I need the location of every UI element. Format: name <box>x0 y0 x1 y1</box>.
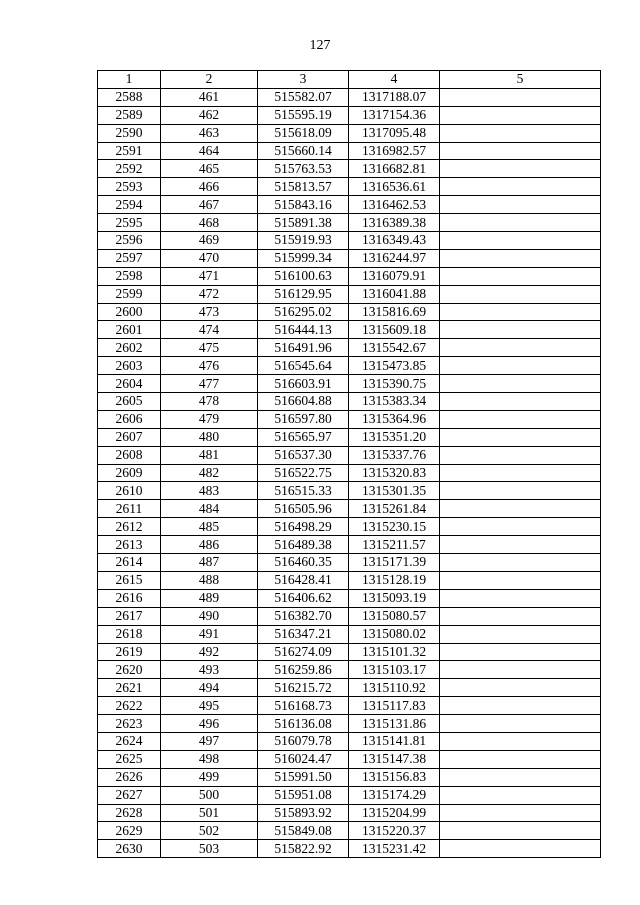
table-cell: 2626 <box>98 768 161 786</box>
table-cell: 2608 <box>98 446 161 464</box>
table-cell <box>440 732 601 750</box>
table-row <box>98 393 601 411</box>
table-row <box>98 607 601 625</box>
table-cell: 1316349.43 <box>349 232 440 250</box>
table-cell: 1315816.69 <box>349 303 440 321</box>
table-cell <box>440 393 601 411</box>
table-cell <box>440 625 601 643</box>
table-cell: 516537.30 <box>258 446 349 464</box>
table-row <box>98 518 601 536</box>
table-cell: 516129.95 <box>258 285 349 303</box>
table-cell: 1315156.83 <box>349 768 440 786</box>
table-cell: 2588 <box>98 88 161 106</box>
table-row <box>98 679 601 697</box>
table-cell: 491 <box>161 625 258 643</box>
table-cell: 1315220.37 <box>349 822 440 840</box>
table-cell: 2594 <box>98 196 161 214</box>
table-cell: 1315261.84 <box>349 500 440 518</box>
table-cell: 516491.96 <box>258 339 349 357</box>
column-header: 5 <box>440 71 601 89</box>
table-cell: 2620 <box>98 661 161 679</box>
table-cell: 516604.88 <box>258 393 349 411</box>
table-cell: 516505.96 <box>258 500 349 518</box>
table-cell: 2624 <box>98 732 161 750</box>
table-row <box>98 249 601 267</box>
table-cell: 464 <box>161 142 258 160</box>
table-cell <box>440 589 601 607</box>
table-cell: 484 <box>161 500 258 518</box>
table-cell: 516347.21 <box>258 625 349 643</box>
table-cell <box>440 661 601 679</box>
table-cell <box>440 196 601 214</box>
table-cell: 1316389.38 <box>349 214 440 232</box>
table-cell: 515999.34 <box>258 249 349 267</box>
table-cell: 2602 <box>98 339 161 357</box>
header-row <box>98 71 601 89</box>
table-cell: 2590 <box>98 124 161 142</box>
table-cell: 2612 <box>98 518 161 536</box>
table-cell: 471 <box>161 267 258 285</box>
table-cell: 516274.09 <box>258 643 349 661</box>
table-cell: 1315080.57 <box>349 607 440 625</box>
table-row <box>98 267 601 285</box>
table-cell <box>440 804 601 822</box>
table-cell: 516382.70 <box>258 607 349 625</box>
table-cell: 503 <box>161 840 258 858</box>
table-cell: 2630 <box>98 840 161 858</box>
table-cell: 2597 <box>98 249 161 267</box>
table-cell: 500 <box>161 786 258 804</box>
table-row <box>98 106 601 124</box>
table-cell: 494 <box>161 679 258 697</box>
table-cell: 461 <box>161 88 258 106</box>
table-cell: 516489.38 <box>258 536 349 554</box>
table-row <box>98 482 601 500</box>
table-row <box>98 732 601 750</box>
table-cell: 516444.13 <box>258 321 349 339</box>
table-row <box>98 285 601 303</box>
table-cell: 2596 <box>98 232 161 250</box>
table-cell: 2617 <box>98 607 161 625</box>
table-row <box>98 375 601 393</box>
table-cell: 492 <box>161 643 258 661</box>
table-cell <box>440 822 601 840</box>
table-row <box>98 500 601 518</box>
table-cell <box>440 285 601 303</box>
table-cell: 516295.02 <box>258 303 349 321</box>
table-cell: 1315364.96 <box>349 410 440 428</box>
table-cell: 516079.78 <box>258 732 349 750</box>
table-cell: 488 <box>161 571 258 589</box>
column-header: 2 <box>161 71 258 89</box>
table-cell: 1315171.39 <box>349 554 440 572</box>
table-cell: 2628 <box>98 804 161 822</box>
table-cell: 2621 <box>98 679 161 697</box>
table-cell: 1315320.83 <box>349 464 440 482</box>
table-row <box>98 822 601 840</box>
table-cell: 462 <box>161 106 258 124</box>
table-cell <box>440 232 601 250</box>
table-cell: 1315473.85 <box>349 357 440 375</box>
table-cell: 1315174.29 <box>349 786 440 804</box>
table-cell: 516545.64 <box>258 357 349 375</box>
table-cell: 516100.63 <box>258 267 349 285</box>
table-header <box>98 71 601 89</box>
table-cell <box>440 267 601 285</box>
table-cell: 516136.08 <box>258 715 349 733</box>
table-cell <box>440 840 601 858</box>
table-cell: 1315542.67 <box>349 339 440 357</box>
table-cell: 515891.38 <box>258 214 349 232</box>
table-row <box>98 750 601 768</box>
table-cell: 516515.33 <box>258 482 349 500</box>
table-cell: 2598 <box>98 267 161 285</box>
table-cell: 476 <box>161 357 258 375</box>
table-cell: 468 <box>161 214 258 232</box>
table-cell: 463 <box>161 124 258 142</box>
table-row <box>98 339 601 357</box>
table-cell <box>440 321 601 339</box>
table-cell: 469 <box>161 232 258 250</box>
table-cell <box>440 410 601 428</box>
table-row <box>98 303 601 321</box>
table-cell: 481 <box>161 446 258 464</box>
table-cell: 516168.73 <box>258 697 349 715</box>
table-cell <box>440 160 601 178</box>
table-row <box>98 178 601 196</box>
table-cell <box>440 106 601 124</box>
table-cell: 479 <box>161 410 258 428</box>
table-cell: 515660.14 <box>258 142 349 160</box>
table-row <box>98 321 601 339</box>
table-cell: 483 <box>161 482 258 500</box>
table-row <box>98 142 601 160</box>
table-cell <box>440 518 601 536</box>
table-row <box>98 715 601 733</box>
table-cell: 2611 <box>98 500 161 518</box>
table-cell: 490 <box>161 607 258 625</box>
table-cell <box>440 446 601 464</box>
table-cell <box>440 142 601 160</box>
table-row <box>98 554 601 572</box>
table-cell: 2614 <box>98 554 161 572</box>
table-row <box>98 446 601 464</box>
table-cell: 496 <box>161 715 258 733</box>
table-cell: 2623 <box>98 715 161 733</box>
table-row <box>98 661 601 679</box>
table-cell <box>440 482 601 500</box>
page-number: 127 <box>309 38 331 53</box>
column-header: 4 <box>349 71 440 89</box>
table-cell: 466 <box>161 178 258 196</box>
table-cell <box>440 679 601 697</box>
table-cell <box>440 715 601 733</box>
table-cell: 516565.97 <box>258 428 349 446</box>
table-cell: 465 <box>161 160 258 178</box>
table-row <box>98 124 601 142</box>
table-cell: 2619 <box>98 643 161 661</box>
table-cell: 1316079.91 <box>349 267 440 285</box>
table-cell: 2616 <box>98 589 161 607</box>
table-cell: 473 <box>161 303 258 321</box>
table-cell: 2600 <box>98 303 161 321</box>
table-cell: 516215.72 <box>258 679 349 697</box>
table-cell <box>440 607 601 625</box>
table-cell <box>440 500 601 518</box>
table-row <box>98 214 601 232</box>
table-cell: 1315390.75 <box>349 375 440 393</box>
table-cell: 515843.16 <box>258 196 349 214</box>
table-cell <box>440 124 601 142</box>
table-cell: 516498.29 <box>258 518 349 536</box>
table-cell <box>440 464 601 482</box>
table-cell: 515618.09 <box>258 124 349 142</box>
table-cell <box>440 554 601 572</box>
table-cell: 1316982.57 <box>349 142 440 160</box>
table-row <box>98 625 601 643</box>
table-row <box>98 840 601 858</box>
table-cell <box>440 750 601 768</box>
table-cell <box>440 571 601 589</box>
table-cell: 2610 <box>98 482 161 500</box>
table-cell: 1315080.02 <box>349 625 440 643</box>
table-cell: 515813.57 <box>258 178 349 196</box>
table-body <box>98 88 601 857</box>
table-row <box>98 196 601 214</box>
table-cell <box>440 536 601 554</box>
table-cell: 497 <box>161 732 258 750</box>
table-cell: 2606 <box>98 410 161 428</box>
table-cell <box>440 88 601 106</box>
table-cell: 475 <box>161 339 258 357</box>
table-cell <box>440 786 601 804</box>
table-cell <box>440 375 601 393</box>
table-row <box>98 232 601 250</box>
table-cell: 1317154.36 <box>349 106 440 124</box>
table-cell: 516406.62 <box>258 589 349 607</box>
table-cell: 1316462.53 <box>349 196 440 214</box>
table-cell: 1315383.34 <box>349 393 440 411</box>
table-cell: 1316536.61 <box>349 178 440 196</box>
table-row <box>98 589 601 607</box>
table-cell: 516603.91 <box>258 375 349 393</box>
table-cell: 2593 <box>98 178 161 196</box>
table-row <box>98 643 601 661</box>
table-cell: 2603 <box>98 357 161 375</box>
table-cell: 485 <box>161 518 258 536</box>
table-cell: 2591 <box>98 142 161 160</box>
table-cell: 516428.41 <box>258 571 349 589</box>
table-cell: 486 <box>161 536 258 554</box>
table-cell: 2601 <box>98 321 161 339</box>
table-cell: 498 <box>161 750 258 768</box>
table-cell: 480 <box>161 428 258 446</box>
table-cell: 515991.50 <box>258 768 349 786</box>
table-cell: 1315231.42 <box>349 840 440 858</box>
table-row <box>98 768 601 786</box>
table-cell: 489 <box>161 589 258 607</box>
table-cell: 2589 <box>98 106 161 124</box>
table-cell: 516024.47 <box>258 750 349 768</box>
table-cell: 2595 <box>98 214 161 232</box>
table-cell: 482 <box>161 464 258 482</box>
table-cell <box>440 643 601 661</box>
table-cell: 516522.75 <box>258 464 349 482</box>
table-cell: 1316244.97 <box>349 249 440 267</box>
table-cell: 516259.86 <box>258 661 349 679</box>
table-cell: 2625 <box>98 750 161 768</box>
table-cell: 1317188.07 <box>349 88 440 106</box>
table-cell: 1315211.57 <box>349 536 440 554</box>
table-cell: 478 <box>161 393 258 411</box>
table-row <box>98 571 601 589</box>
table-cell: 1315110.92 <box>349 679 440 697</box>
column-header: 3 <box>258 71 349 89</box>
table-cell: 1316041.88 <box>349 285 440 303</box>
table-cell: 515951.08 <box>258 786 349 804</box>
table-cell: 1315131.86 <box>349 715 440 733</box>
table-row <box>98 428 601 446</box>
table-cell: 515582.07 <box>258 88 349 106</box>
table-row <box>98 357 601 375</box>
table-cell <box>440 768 601 786</box>
table-cell: 501 <box>161 804 258 822</box>
table-cell: 515822.92 <box>258 840 349 858</box>
table-cell: 493 <box>161 661 258 679</box>
table-cell <box>440 428 601 446</box>
table-cell: 502 <box>161 822 258 840</box>
coordinates-table <box>97 70 601 858</box>
table-cell: 1315351.20 <box>349 428 440 446</box>
table-cell: 474 <box>161 321 258 339</box>
table-cell: 2604 <box>98 375 161 393</box>
table-cell: 470 <box>161 249 258 267</box>
table-row <box>98 786 601 804</box>
table-cell: 2607 <box>98 428 161 446</box>
table-row <box>98 410 601 428</box>
table-cell: 1315093.19 <box>349 589 440 607</box>
table-cell: 1315609.18 <box>349 321 440 339</box>
table-row <box>98 804 601 822</box>
table-cell: 2609 <box>98 464 161 482</box>
table-cell: 515919.93 <box>258 232 349 250</box>
table-cell: 477 <box>161 375 258 393</box>
table-cell: 2615 <box>98 571 161 589</box>
table-cell: 516597.80 <box>258 410 349 428</box>
table-cell: 2613 <box>98 536 161 554</box>
table-cell: 1315128.19 <box>349 571 440 589</box>
table-cell: 516460.35 <box>258 554 349 572</box>
table-cell: 2618 <box>98 625 161 643</box>
table-cell: 2599 <box>98 285 161 303</box>
table-cell <box>440 214 601 232</box>
table-cell: 495 <box>161 697 258 715</box>
table-cell: 1315101.32 <box>349 643 440 661</box>
table-cell <box>440 697 601 715</box>
table-cell: 515595.19 <box>258 106 349 124</box>
table-row <box>98 697 601 715</box>
table-cell: 467 <box>161 196 258 214</box>
table-cell <box>440 339 601 357</box>
table-cell: 515893.92 <box>258 804 349 822</box>
table-cell: 2622 <box>98 697 161 715</box>
table-cell: 2605 <box>98 393 161 411</box>
table-cell: 1315337.76 <box>349 446 440 464</box>
table-cell: 1316682.81 <box>349 160 440 178</box>
table-cell: 2627 <box>98 786 161 804</box>
table-row <box>98 464 601 482</box>
table-cell: 472 <box>161 285 258 303</box>
table-row <box>98 88 601 106</box>
table-cell: 515763.53 <box>258 160 349 178</box>
table-cell: 2592 <box>98 160 161 178</box>
table-cell: 515849.08 <box>258 822 349 840</box>
table-cell <box>440 249 601 267</box>
table-cell: 1315103.17 <box>349 661 440 679</box>
table-cell: 487 <box>161 554 258 572</box>
table-cell <box>440 178 601 196</box>
table-cell: 499 <box>161 768 258 786</box>
table-row <box>98 160 601 178</box>
table-cell: 2629 <box>98 822 161 840</box>
table-cell: 1315117.83 <box>349 697 440 715</box>
table-cell: 1315147.38 <box>349 750 440 768</box>
table-cell: 1315301.35 <box>349 482 440 500</box>
table-cell: 1317095.48 <box>349 124 440 142</box>
table-cell <box>440 357 601 375</box>
table-cell <box>440 303 601 321</box>
table-row <box>98 536 601 554</box>
column-header: 1 <box>98 71 161 89</box>
table-cell: 1315141.81 <box>349 732 440 750</box>
table-cell: 1315230.15 <box>349 518 440 536</box>
table-cell: 1315204.99 <box>349 804 440 822</box>
